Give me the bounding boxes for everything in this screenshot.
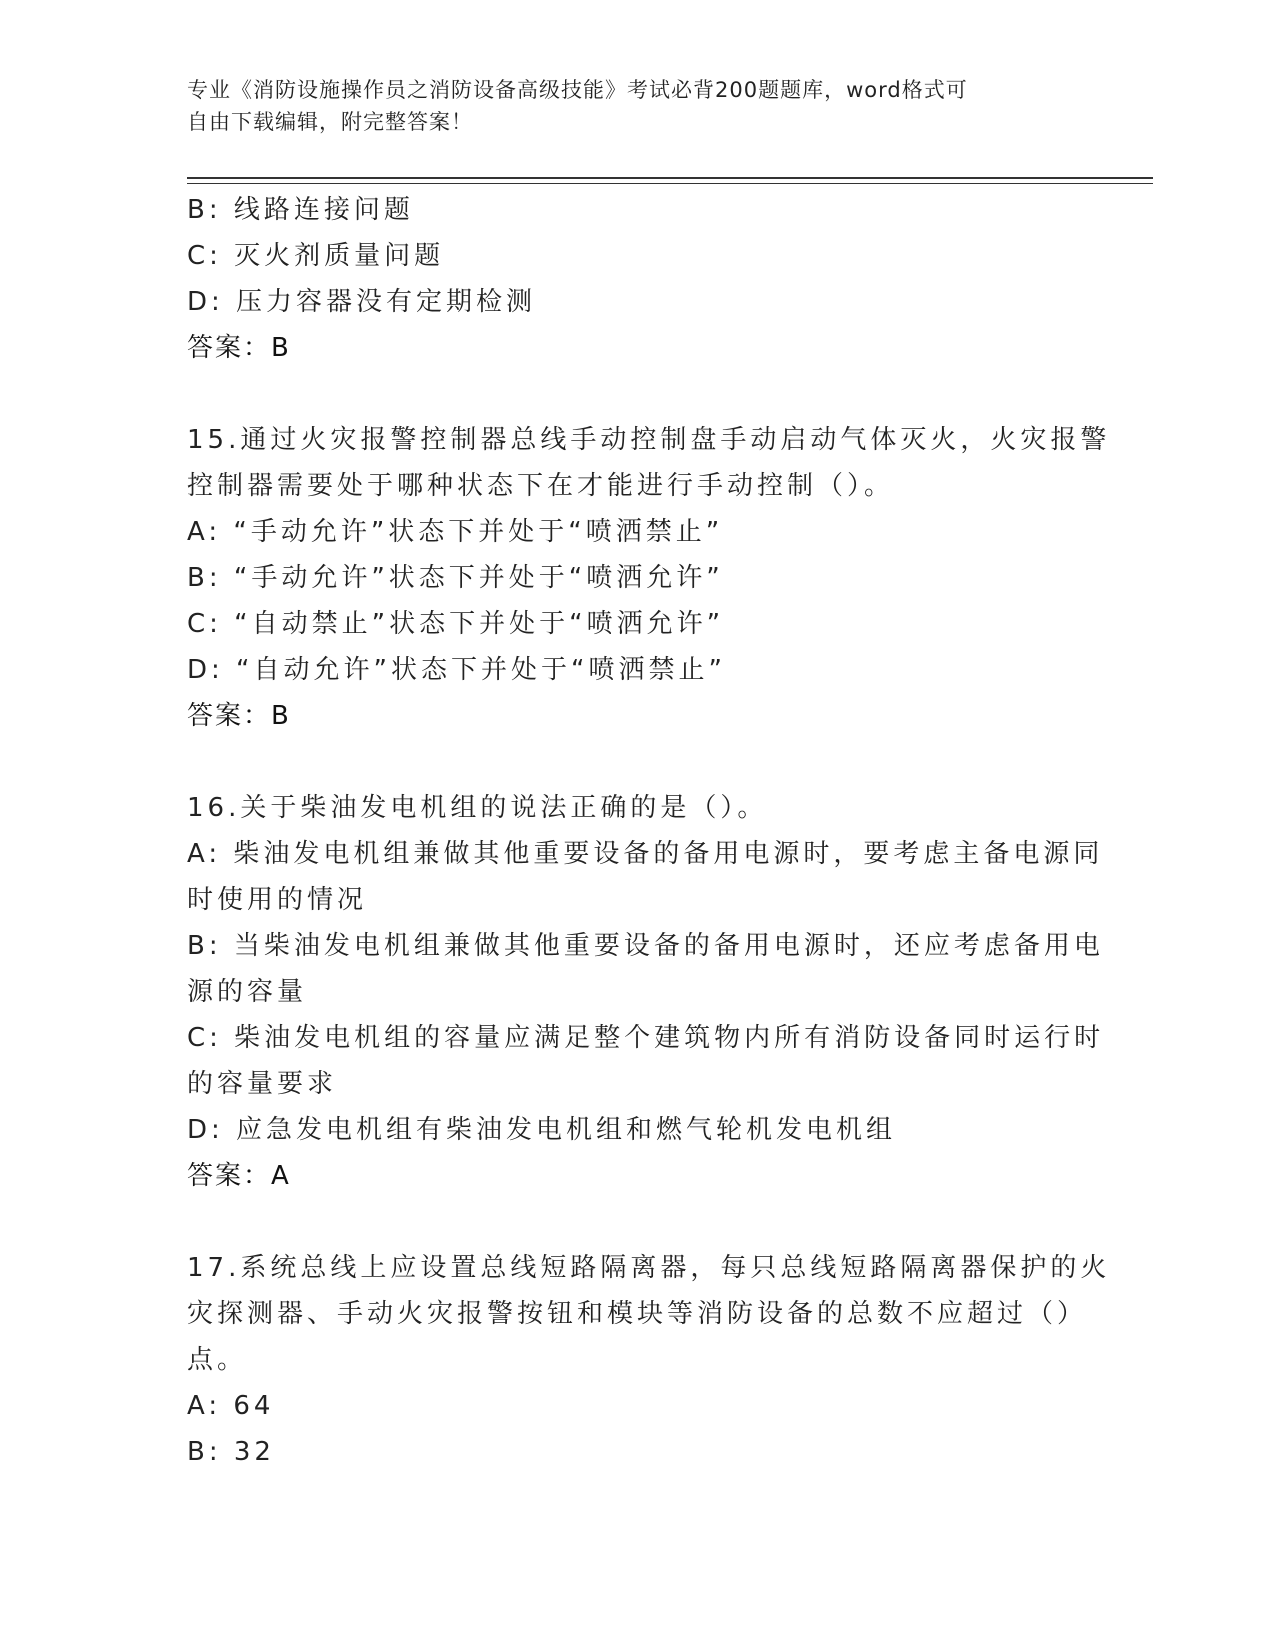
question-17 <box>187 1245 1111 1475</box>
question-15 <box>187 417 1111 739</box>
question-stem-line-1: 17.系统总线上应设置总线短路隔离器，每只总线短路隔离器保护的火 <box>187 1253 1111 1283</box>
option-b: B: “手动允许”状态下并处于“喷洒允许” <box>187 563 724 593</box>
option-b: B: 线路连接问题 <box>187 195 414 225</box>
document-header <box>187 74 1067 138</box>
option-d: D: 应急发电机组有柴油发电机组和燃气轮机发电机组 <box>187 1115 897 1145</box>
spacer <box>187 371 1087 417</box>
option-c: C: 灭火剂质量问题 <box>187 241 445 271</box>
option-a-line-1: A: 柴油发电机组兼做其他重要设备的备用电源时，要考虑主备电源同 <box>187 839 1104 869</box>
question-stem: 16.关于柴油发电机组的说法正确的是（）。 <box>187 793 768 823</box>
header-rule-thick <box>187 177 1153 179</box>
option-c: C: “自动禁止”状态下并处于“喷洒允许” <box>187 609 725 639</box>
spacer <box>187 739 1087 785</box>
question-stem-line-3: 点。 <box>187 1345 248 1375</box>
option-c-line-2: 的容量要求 <box>187 1069 338 1099</box>
option-b-line-1: B: 当柴油发电机组兼做其他重要设备的备用电源时，还应考虑备用电 <box>187 931 1104 961</box>
question-stem-line-2: 灾探测器、手动火灾报警按钮和模块等消防设备的总数不应超过（） <box>187 1299 1088 1329</box>
question-16 <box>187 785 1105 1199</box>
option-d: D: 压力容器没有定期检测 <box>187 287 537 317</box>
option-a: A: “手动允许”状态下并处于“喷洒禁止” <box>187 517 724 547</box>
answer: 答案：A <box>187 1161 291 1191</box>
answer: 答案：B <box>187 333 291 363</box>
document-body <box>187 187 1111 1475</box>
header-rule-thin <box>187 183 1153 184</box>
option-a-line-2: 时使用的情况 <box>187 885 368 915</box>
option-a: A: 64 <box>187 1391 275 1421</box>
header-line-2: 自由下载编辑，附完整答案！ <box>187 110 473 134</box>
option-b: B: 32 <box>187 1437 275 1467</box>
question-stem-line-1: 15.通过火灾报警控制器总线手动控制盘手动启动气体灭火，火灾报警 <box>187 425 1111 455</box>
option-c-line-1: C: 柴油发电机组的容量应满足整个建筑物内所有消防设备同时运行时 <box>187 1023 1105 1053</box>
option-d: D: “自动允许”状态下并处于“喷洒禁止” <box>187 655 726 685</box>
question-stem-line-2: 控制器需要处于哪种状态下在才能进行手动控制（）。 <box>187 471 895 501</box>
answer: 答案：B <box>187 701 291 731</box>
option-b-line-2: 源的容量 <box>187 977 308 1007</box>
question-14 <box>187 187 1087 371</box>
spacer <box>187 1199 1087 1245</box>
header-line-1: 专业《消防设施操作员之消防设备高级技能》考试必背200题题库，word格式可 <box>187 78 968 102</box>
